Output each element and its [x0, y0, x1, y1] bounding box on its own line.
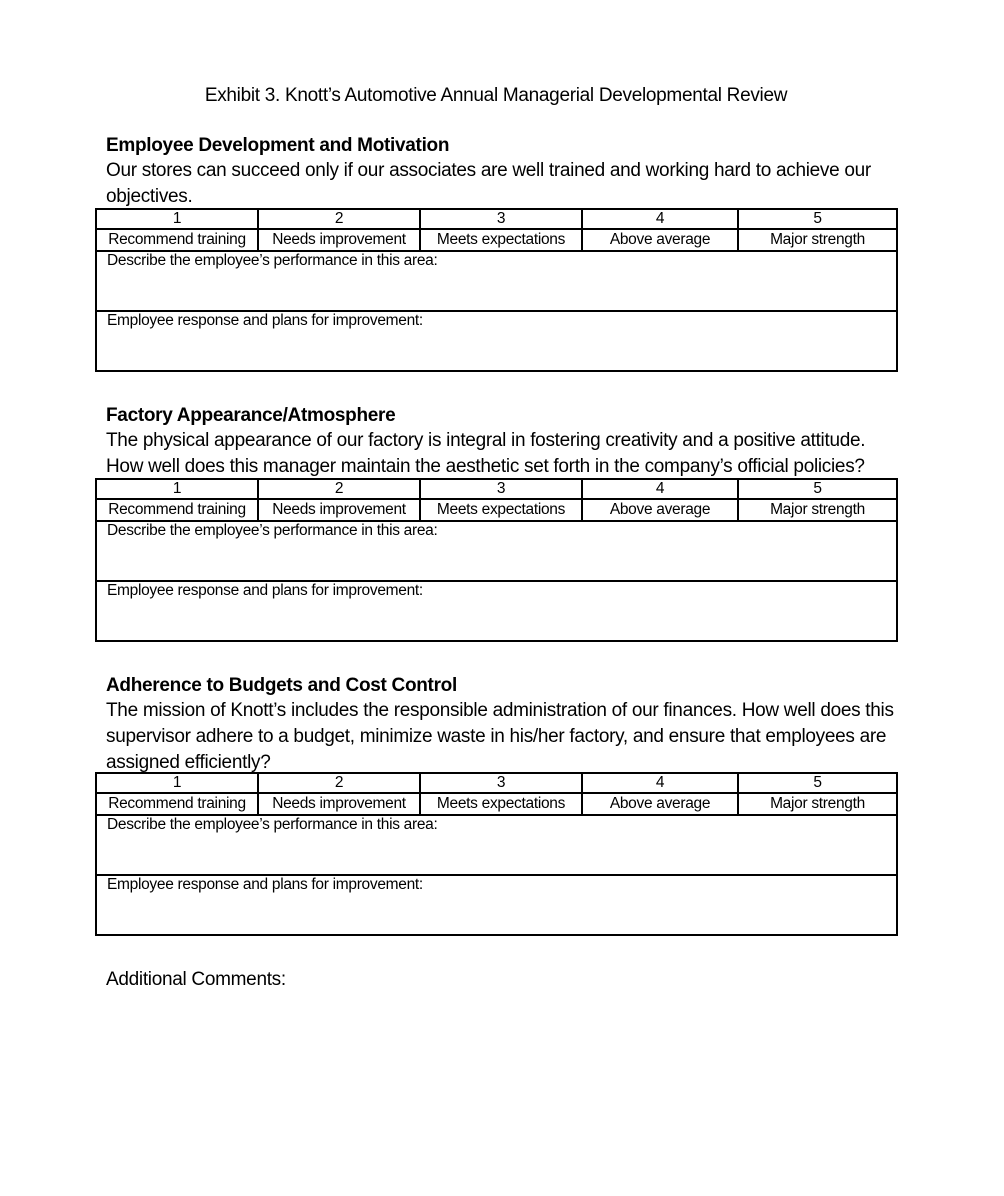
rating-number-2[interactable]: 2	[258, 479, 420, 499]
rating-label-row	[96, 229, 897, 251]
rating-number-5[interactable]: 5	[738, 773, 897, 793]
rating-label-major-strength[interactable]: Major strength	[738, 793, 897, 815]
rating-table	[95, 208, 898, 372]
rating-label-major-strength[interactable]: Major strength	[738, 499, 897, 521]
document-title: Exhibit 3. Knott’s Automotive Annual Managerial Developmental Review	[204, 85, 788, 106]
rating-number-2[interactable]: 2	[258, 773, 420, 793]
section-description: The mission of Knott’s includes the responsible administration of our finances. How well does this supervisor adhere to a budget, minimize waste in his/her factory, and ensure that employees are assigned efficiently?	[106, 700, 894, 773]
rating-label-needs-improvement[interactable]: Needs improvement	[258, 229, 420, 251]
employee-response-field[interactable]: Employee response and plans for improvement:	[96, 311, 897, 371]
rating-label-needs-improvement[interactable]: Needs improvement	[258, 793, 420, 815]
rating-number-1[interactable]: 1	[96, 773, 258, 793]
rating-number-1[interactable]: 1	[96, 479, 258, 499]
rating-label-meets-expectations[interactable]: Meets expectations	[420, 793, 582, 815]
performance-description-field[interactable]: Describe the employee’s performance in this area:	[96, 521, 897, 581]
performance-description-field[interactable]: Describe the employee’s performance in this area:	[96, 815, 897, 875]
rating-number-3[interactable]: 3	[420, 479, 582, 499]
employee-response-field[interactable]: Employee response and plans for improvement:	[96, 875, 897, 935]
rating-label-recommend-training[interactable]: Recommend training	[96, 229, 258, 251]
rating-number-4[interactable]: 4	[582, 479, 738, 499]
rating-label-meets-expectations[interactable]: Meets expectations	[420, 229, 582, 251]
rating-number-4[interactable]: 4	[582, 209, 738, 229]
rating-number-row	[96, 479, 897, 499]
rating-number-row	[96, 209, 897, 229]
section-description: The physical appearance of our factory is integral in fostering creativity and a positive attitude. How well does this manager maintain the aesthetic set forth in the company’s official policies?	[106, 430, 866, 477]
rating-number-3[interactable]: 3	[420, 209, 582, 229]
rating-label-row	[96, 499, 897, 521]
rating-label-above-average[interactable]: Above average	[582, 793, 738, 815]
rating-label-recommend-training[interactable]: Recommend training	[96, 793, 258, 815]
rating-label-meets-expectations[interactable]: Meets expectations	[420, 499, 582, 521]
rating-number-2[interactable]: 2	[258, 209, 420, 229]
rating-number-1[interactable]: 1	[96, 209, 258, 229]
rating-table	[95, 772, 898, 936]
rating-table	[95, 478, 898, 642]
rating-label-row	[96, 793, 897, 815]
rating-label-major-strength[interactable]: Major strength	[738, 229, 897, 251]
rating-number-5[interactable]: 5	[738, 209, 897, 229]
additional-comments-label: Additional Comments:	[106, 969, 286, 990]
rating-number-4[interactable]: 4	[582, 773, 738, 793]
rating-label-needs-improvement[interactable]: Needs improvement	[258, 499, 420, 521]
performance-description-field[interactable]: Describe the employee’s performance in this area:	[96, 251, 897, 311]
rating-number-3[interactable]: 3	[420, 773, 582, 793]
rating-label-recommend-training[interactable]: Recommend training	[96, 499, 258, 521]
rating-label-above-average[interactable]: Above average	[582, 229, 738, 251]
section-heading: Adherence to Budgets and Cost Control	[106, 675, 457, 696]
section-heading: Factory Appearance/Atmosphere	[106, 405, 396, 426]
rating-label-above-average[interactable]: Above average	[582, 499, 738, 521]
employee-response-field[interactable]: Employee response and plans for improvement:	[96, 581, 897, 641]
section-description: Our stores can succeed only if our associates are well trained and working hard to achieve our objectives.	[106, 160, 871, 207]
section-heading: Employee Development and Motivation	[106, 135, 450, 156]
rating-number-5[interactable]: 5	[738, 479, 897, 499]
rating-number-row	[96, 773, 897, 793]
